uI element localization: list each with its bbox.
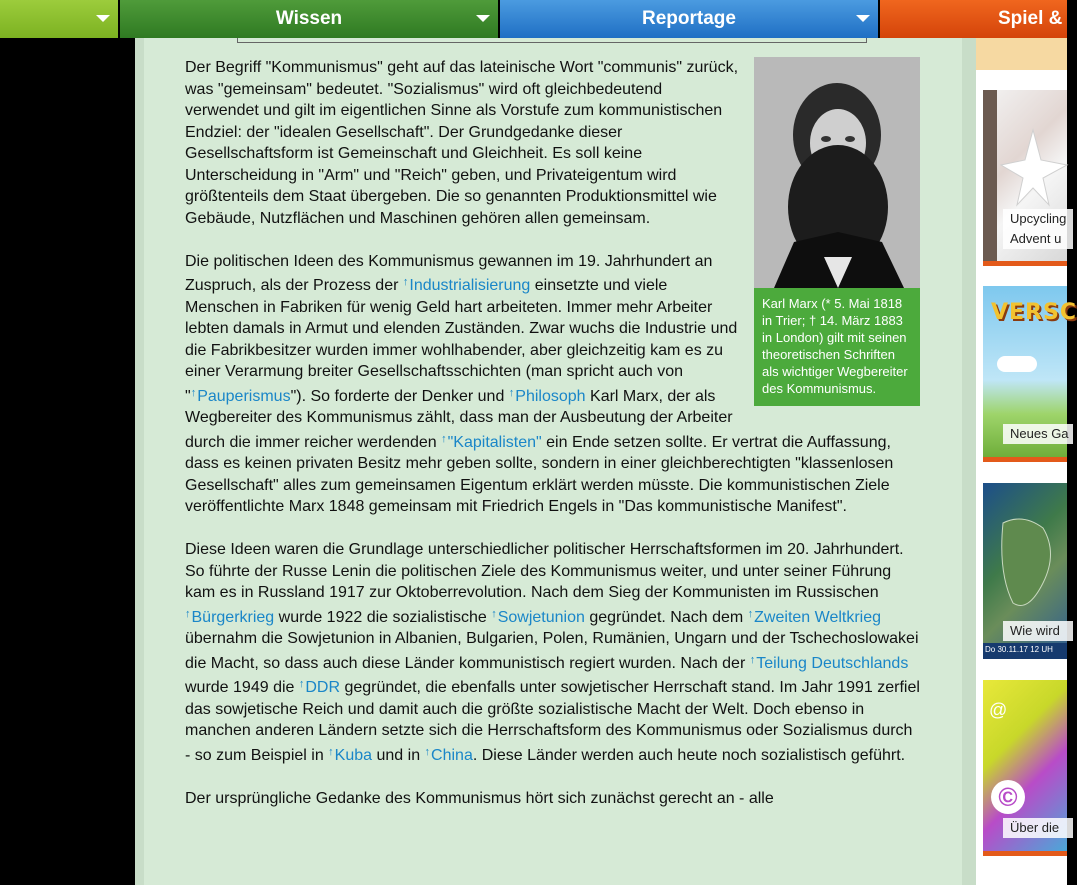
- cloud-icon: [997, 356, 1037, 372]
- link-philosoph[interactable]: [509, 388, 586, 405]
- teaser-label-2: Advent u: [1003, 229, 1073, 249]
- link-text: "Kapitalisten": [447, 433, 542, 451]
- figure-caption: Karl Marx (* 5. Mai 1818 in Trier; † 14. März 1883 in London) gilt mit seinen theoretischen Schriften als wichtiger Wegbereiter des Kommunismus.: [754, 288, 920, 406]
- link-text: Sowjetunion: [497, 608, 585, 626]
- teaser-wetter[interactable]: [983, 483, 1067, 659]
- text: gegründet. Nach dem: [584, 608, 748, 626]
- arrow-up-icon: ↑: [749, 653, 756, 666]
- arrow-up-icon: ↑: [328, 745, 334, 758]
- sidebar-top-banner[interactable]: [976, 38, 1067, 70]
- karl-marx-portrait[interactable]: [754, 57, 920, 288]
- text: und in: [372, 746, 425, 764]
- text: "). So forderte der Denker und: [290, 387, 509, 405]
- top-navigation: [0, 0, 1067, 38]
- arrow-up-icon: ↑: [508, 386, 515, 399]
- at-icon: @: [989, 700, 1008, 720]
- article-figure: [754, 57, 920, 406]
- text: Diese Ideen waren die Grundlage unterschiedlicher politischer Herrschaftsformen im 20. Jahrhundert. So führte der Russe Lenin die politischen Ziele des Kommunismus weiter, und unter seiner Führung kam es in Russland 1917 zur Oktoberrevolution. Nach dem Sieg der Kommunisten im Russischen: [185, 541, 904, 601]
- text: Die politischen Ideen des Kommunismus gewannen im 19. Jahrhundert an Zuspruch, als der Prozess der: [185, 252, 713, 294]
- nav-tab-spiel[interactable]: [880, 0, 1067, 38]
- teaser-banner-text: VERSC: [991, 300, 1077, 325]
- paragraph-1: Der Begriff "Kommunismus" geht auf das lateinische Wort "communis" zurück, was "gemeinsam" bedeutet. "Sozialismus" wird oft gleichbedeutend verwendet und gilt im eigentlichen Sinne als Vorstufe zum kommunistischen Endziel: der "idealen Gesellschaft". Der Grundgedanke dieser Gesellschaftsform ist Gemeinschaft und Gleichheit. Es soll keine Unterscheidung in "Arm" und "Reich" geben, und Privateigentum wird größtenteils dem Staat übergeben. Die so genannten Produktionsmittel wie Gebäude, Nutzflächen und Maschinen gehören allen gemeinsam.: [185, 59, 739, 227]
- link-text: Zweiten Weltkrieg: [754, 608, 882, 626]
- link-teilung-deutschlands[interactable]: [750, 655, 909, 672]
- nav-tab-label: Spiel &: [998, 8, 1063, 29]
- link-text: Kuba: [334, 746, 373, 764]
- nav-tab-home[interactable]: [0, 0, 118, 38]
- text: einsetzte und viele Menschen in Fabriken für wenig Geld hart arbeiteten. Immer mehr Arbeiter lebten damals in Armut und elenden Zuständen. Zwar wuchs die Industrie und die Fabrikbesitzer wurden immer wohlhabender, aber gleichzeitig kam es zu einer Verarmung breiter Gesellschaftsschichten (man spricht auch von ": [185, 277, 738, 405]
- text: übernahm die Sowjetunion in Albanien, Bulgarien, Polen, Rumänien, Ungarn und der Tschechoslowakei die Macht, so dass auch diese Länder kommunistisch regiert wurden. Nach der: [185, 630, 919, 672]
- copyright-icon: ©: [991, 780, 1025, 814]
- teaser-label: Neues Ga: [1003, 424, 1073, 444]
- teaser-accent-bar: [983, 851, 1067, 856]
- link-buergerkrieg[interactable]: [185, 609, 274, 626]
- text: Karl Marx, der als Wegbereiter des Kommunismus zählt, dass man der Ausbeutung der Arbeiter durch die immer reicher werdenden: [185, 387, 733, 451]
- teaser-label: Upcycling: [1003, 209, 1073, 229]
- left-margin: [0, 38, 135, 885]
- arrow-up-icon: ↑: [298, 678, 305, 690]
- link-pauperismus[interactable]: [191, 388, 291, 405]
- arrow-up-icon: ↑: [402, 276, 409, 288]
- link-text: Teilung Deutschlands: [756, 654, 909, 672]
- link-kapitalisten[interactable]: [441, 434, 542, 451]
- link-text: China: [431, 746, 473, 764]
- nav-tab-wissen[interactable]: [120, 0, 498, 38]
- nav-tab-label: Reportage: [642, 8, 736, 29]
- text: gegründet, die ebenfalls unter sowjetischer Herrschaft stand. Im Jahr 1991 zerfiel das sowjetische Reich und damit auch die größte sozialistische Macht der Welt. Doch ebenso in manchen anderen Ländern setzte sich die Herrschaftsform des Kommunismus oder Sozialismus durch - so zum Beispiel in: [185, 679, 920, 764]
- arrow-up-icon: ↑: [424, 745, 431, 758]
- teaser-accent-bar: [983, 457, 1067, 462]
- text: wurde 1949 die: [185, 679, 299, 696]
- arrow-up-icon: ↑: [747, 607, 754, 620]
- text: ein Ende setzen sollte. Er vertrat die Auffassung, dass es keinen privaten Besitz mehr geben sollte, sondern in einer gleichberechtigten "klassenlosen Gesellschaft" alles zum gemeinsamen Eigentum erklärt werden müsste. Die kommunistischen Ziele veröffentlichte Marx 1848 gemeinsam mit Friedrich Engels in "Das kommunistische Manifest".: [185, 433, 894, 515]
- link-text: Philosoph: [515, 387, 586, 405]
- chevron-down-icon[interactable]: [96, 15, 110, 22]
- right-sidebar: [976, 38, 1077, 885]
- arrow-up-icon: ↑: [190, 386, 197, 399]
- paragraph-4: Der ursprüngliche Gedanke des Kommunismus hört sich zunächst gerecht an - alle: [185, 789, 774, 807]
- arrow-up-icon: ↑: [491, 607, 497, 620]
- text: wurde 1922 die sozialistische: [274, 608, 492, 626]
- link-zweiter-weltkrieg[interactable]: [748, 609, 881, 626]
- teaser-label: Über die: [1003, 818, 1073, 838]
- chevron-down-icon[interactable]: [856, 15, 870, 22]
- arrow-up-icon: ↑: [185, 607, 191, 620]
- map-timestamp: Do 30.11.17 12 UH: [985, 645, 1053, 654]
- nav-tab-reportage[interactable]: [500, 0, 878, 38]
- teaser-upcycling[interactable]: [983, 90, 1067, 266]
- link-china[interactable]: [425, 747, 473, 764]
- link-kuba[interactable]: [328, 747, 372, 764]
- chevron-down-icon[interactable]: [476, 15, 490, 22]
- link-sowjetunion[interactable]: [491, 609, 585, 626]
- teaser-label: Wie wird: [1003, 621, 1073, 641]
- link-industrialisierung[interactable]: [403, 277, 530, 294]
- nav-tab-label: Wissen: [275, 8, 343, 29]
- paragraph-3: [185, 539, 920, 766]
- arrow-up-icon: ↑: [441, 432, 447, 445]
- subnav-strip: [237, 38, 867, 43]
- link-text: Bürgerkrieg: [191, 608, 275, 626]
- teaser-accent-bar: [983, 261, 1067, 266]
- teaser-ueber-die[interactable]: [983, 680, 1067, 856]
- article: [185, 57, 920, 831]
- link-text: Pauperismus: [197, 387, 291, 405]
- teaser-neues-game[interactable]: [983, 286, 1077, 462]
- link-text: Industrialisierung: [409, 277, 531, 294]
- link-text: DDR: [305, 679, 341, 696]
- text: . Diese Länder werden auch heute noch sozialistisch geführt.: [472, 746, 906, 764]
- link-ddr[interactable]: [299, 679, 340, 696]
